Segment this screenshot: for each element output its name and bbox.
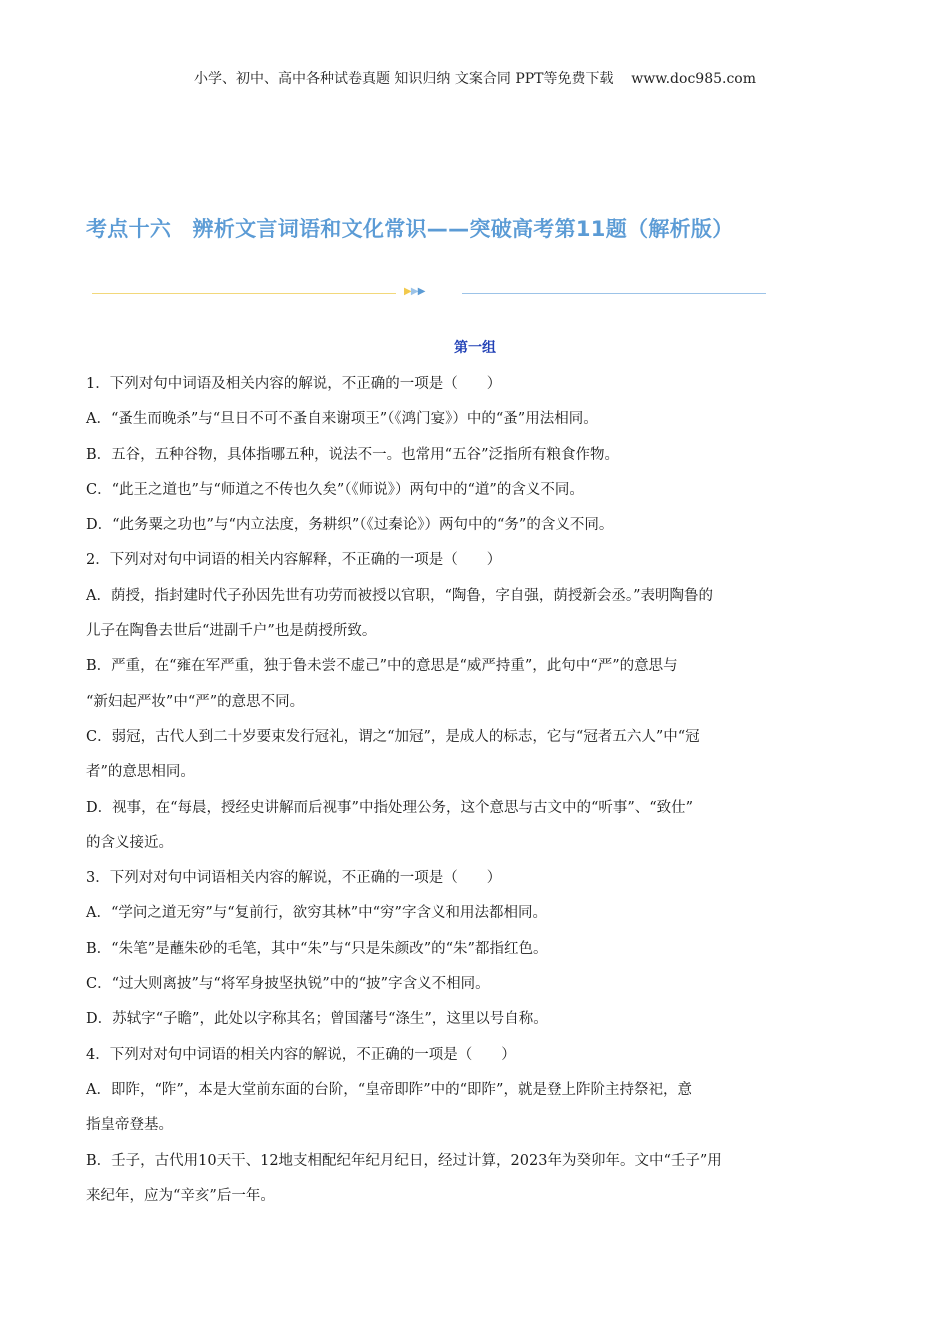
text-line: D．苏轼字“子瞻”，此处以字称其名；曾国藩号“涤生”，这里以号自称。 xyxy=(86,1011,548,1028)
text-line: 的含义接近。 xyxy=(86,834,173,851)
page-header-banner: 小学、初中、高中各种试卷真题 知识归纳 文案合同 PPT等免费下载 www.doc985.com xyxy=(193,71,756,87)
arrow-icon: ▶ xyxy=(410,286,417,297)
text-line: 儿子在陶鲁去世后“进副千户”也是荫授所致。 xyxy=(86,623,377,640)
text-line: B．严重，在“雍在军严重，独于鲁未尝不虚己”中的意思是“威严持重”，此句中“严”的意思与 xyxy=(86,658,678,675)
text-line: C．“此王之道也”与“师道之不传也久矣”（《师说》）两句中的“道”的含义不同。 xyxy=(86,481,584,498)
text-line: B．壬子，古代用10天干、12地支相配纪年纪月纪日，经过计算，2023年为癸卯年。文中“壬子”用 xyxy=(86,1152,722,1169)
text-line: B．五谷，五种谷物，具体指哪五种，说法不一。也常用“五谷”泛指所有粮食作物。 xyxy=(86,446,619,463)
text-line: 来纪年，应为“辛亥”后一年。 xyxy=(86,1187,275,1204)
text-line: A．荫授，指封建时代子孙因先世有功劳而被授以官职，“陶鲁，字自强，荫授新会丞。”表明陶鲁的 xyxy=(86,587,714,604)
text-line: 2．下列对对句中词语的相关内容解释，不正确的一项是（ ） xyxy=(86,552,502,569)
text-line: D．视事，在“每晨，授经史讲解而后视事”中指处理公务，这个意思与古文中的“听事”、“致仕” xyxy=(86,799,694,816)
text-line: A．即阼，“阼”，本是大堂前东面的台阶，“皇帝即阼”中的“即阼”，就是登上阼阶主持祭祀，意 xyxy=(86,1081,692,1098)
text-line: C．弱冠，古代人到二十岁要束发行冠礼，谓之“加冠”，是成人的标志，它与“冠者五六人”中“冠 xyxy=(86,728,700,745)
text-line: B．“朱笔”是蘸朱砂的毛笔，其中“朱”与“只是朱颜改”的“朱”都指红色。 xyxy=(86,940,548,957)
text-line: D．“此务粟之功也”与“内立法度，务耕织”（《过秦论》）两句中的“务”的含义不同。 xyxy=(86,517,614,534)
document-title: 考点十六 辨析文言词语和文化常识——突破高考第11题（解析版） xyxy=(86,217,734,241)
text-line: “新妇起严妆”中“严”的意思不同。 xyxy=(86,693,305,710)
text-line: 者”的意思相同。 xyxy=(86,764,195,781)
text-line: A．“学问之道无穷”与“复前行，欲穷其林”中“穷”字含义和用法都相同。 xyxy=(86,905,547,922)
arrow-icon: ▶ xyxy=(417,286,424,297)
question-body xyxy=(86,367,866,1214)
text-line: A．“蚤生而晚杀”与“旦日不可不蚤自来谢项王”（《鸿门宴》）中的“蚤”用法相同。 xyxy=(86,411,598,428)
text-line: 3．下列对对句中词语相关内容的解说，不正确的一项是（ ） xyxy=(86,870,502,887)
arrow-icon: ▶ xyxy=(404,286,410,297)
text-line: 1．下列对句中词语及相关内容的解说，不正确的一项是（ ） xyxy=(86,376,502,392)
divider-left-line xyxy=(92,293,396,294)
text-line: 4．下列对对句中词语的相关内容的解说，不正确的一项是（ ） xyxy=(86,1046,516,1063)
group-heading: 第一组 xyxy=(454,340,496,356)
title-divider xyxy=(92,288,766,300)
text-line: 指皇帝登基。 xyxy=(86,1117,173,1134)
text-line: C．“过大则离披”与“将军身披坚执锐”中的“披”字含义不相同。 xyxy=(86,976,490,993)
divider-arrows-icon xyxy=(404,286,423,297)
divider-right-line xyxy=(462,293,766,294)
